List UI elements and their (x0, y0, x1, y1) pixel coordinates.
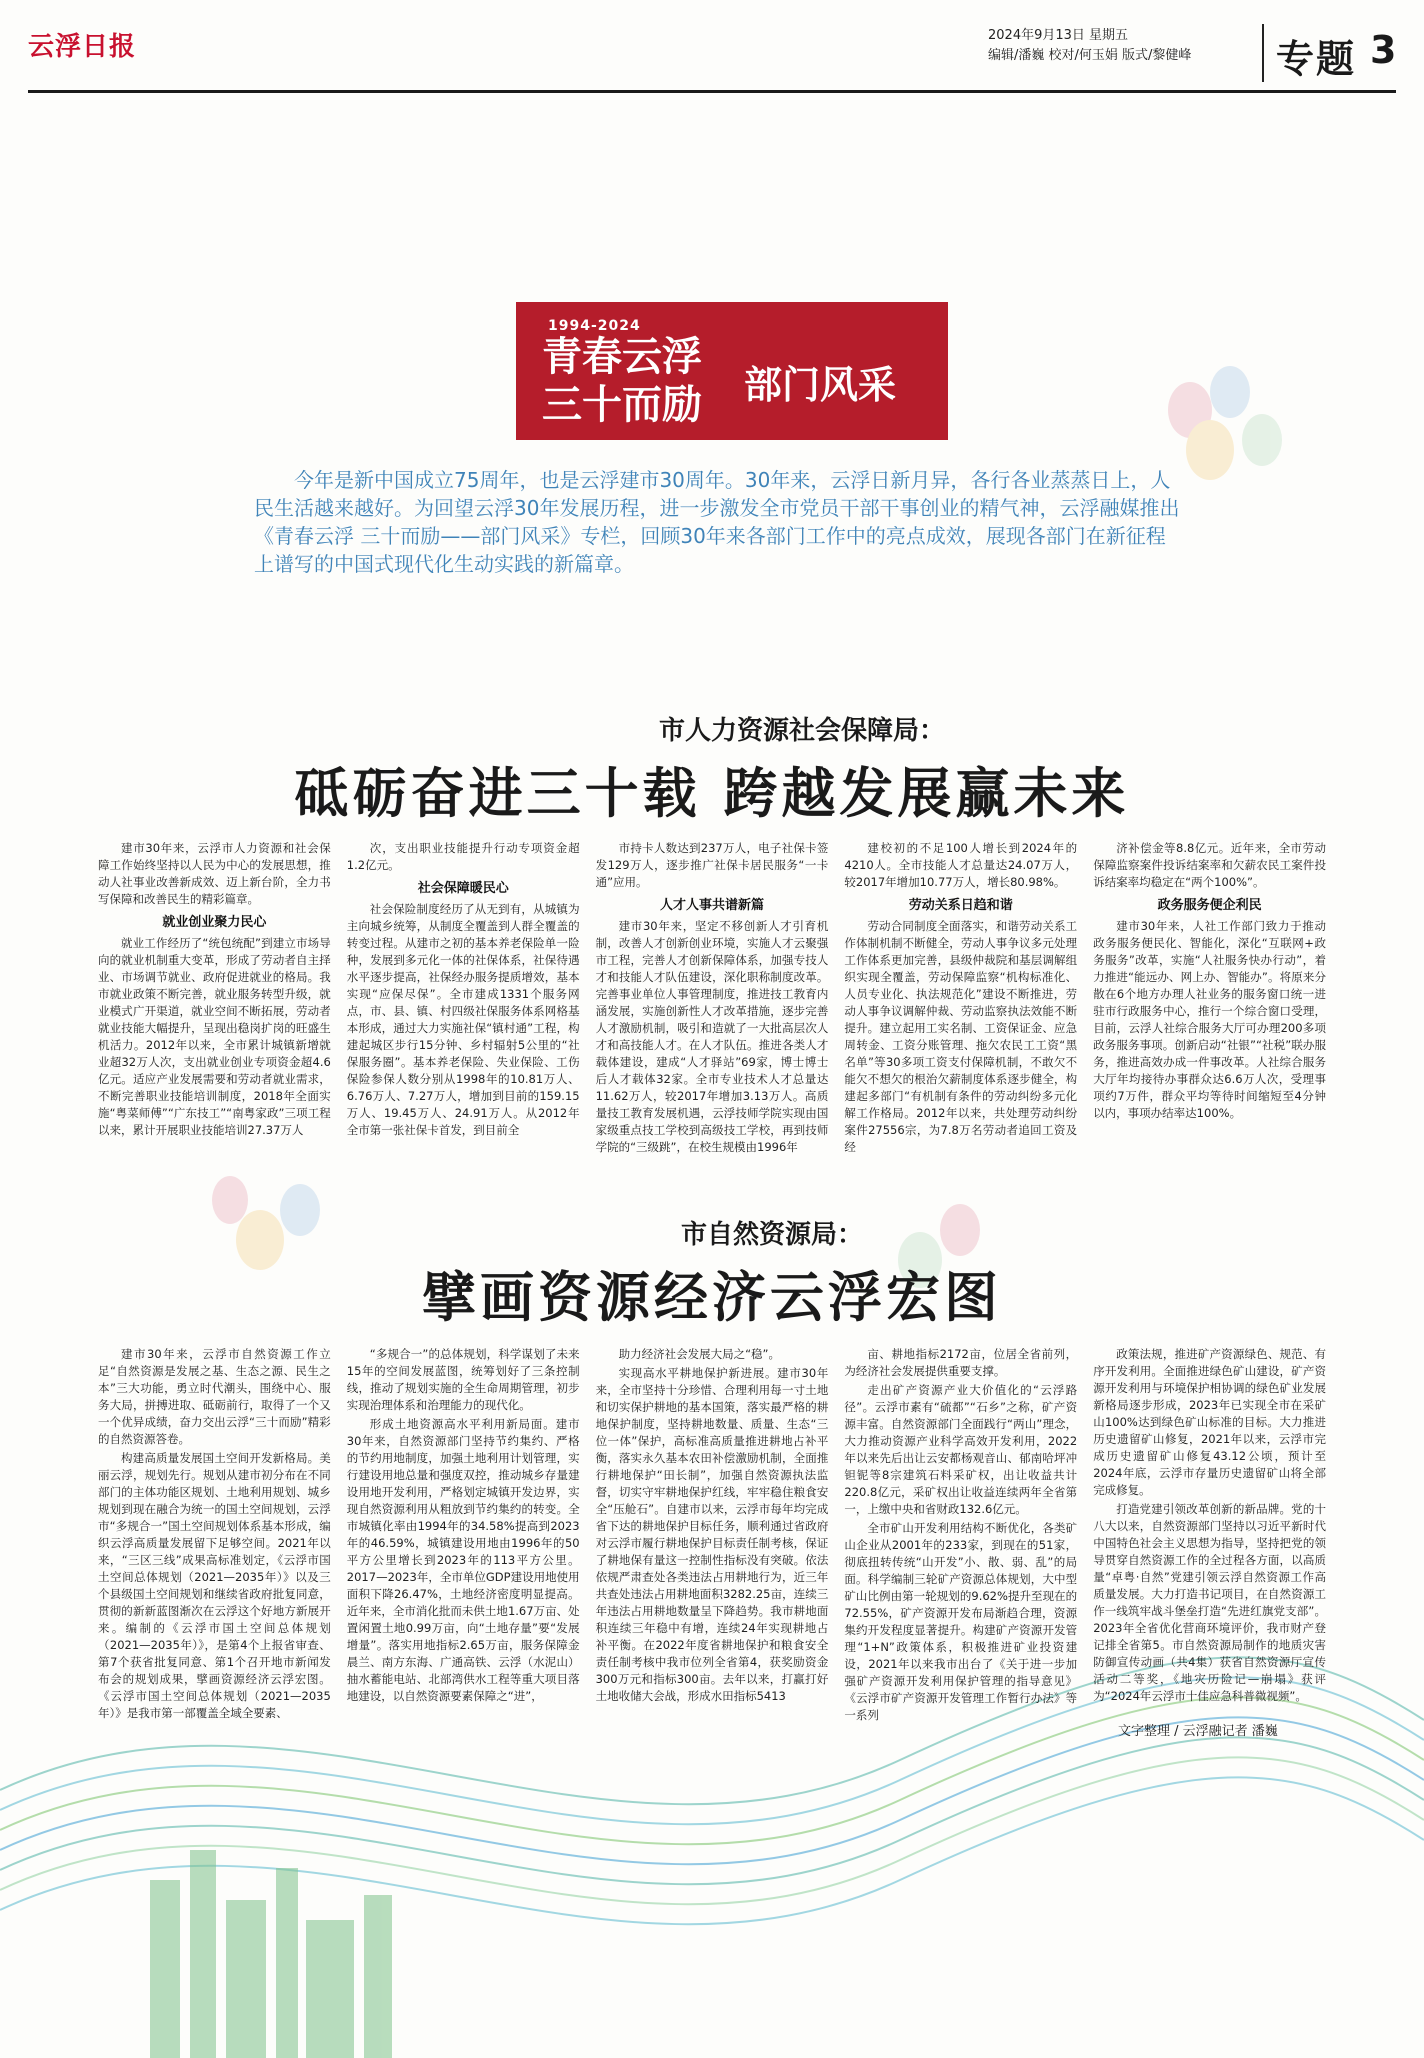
subheading: 就业创业聚力民心 (162, 915, 267, 930)
banner-department: 部门风采 (744, 363, 897, 407)
article2-headline: 擘画资源经济云浮宏图 (422, 1265, 1002, 1329)
subheading: 政务服务便企利民 (1157, 898, 1262, 913)
article1-body (98, 840, 1326, 1180)
section-label: 专题 (1276, 37, 1357, 81)
paragraph: 全市矿山开发利用结构不断优化，各类矿山企业从2001年的233家，到现在的51家，彻底扭转传统“山开发”小、散、弱、乱”的局面。科学编制三轮矿产资源总体规划，大中型矿山比例由第一轮规划的9.62%提升至现在的72.55%，矿产资源开发布局渐趋合理，资源集约开发程度显著提升。构建矿产资源开发管理“1+N”政策体系，积极推进矿业投资建设，2021年以来我市出台了《关于进一步加强矿产资源开发利用保护管理的指导意见》《云浮市矿产资源开发管理工作暂行办法》等一系列 (844, 1521, 1078, 1722)
paragraph: 建市30年来，坚定不移创新人才引育机制，改善人才创新创业环境，实施人才云聚强市工程，完善人才创新保障体系，加强专技人才和技能人才队伍建设，深化职称制度改革。完善事业单位人事管理制度，推进技工教育内涵发展，实施创新性人才改革措施，逐步完善人才激励机制，吸引和造就了一大批高层次人才和高技能人才。在人才队伍。推进各类人才载体建设，建成“人才驿站”69家，博士博士后人才载体32家。全市专业技术人才总量达11.62万人，较2017年增加3.13万人。高质量技工教育发展机遇，云浮技师学院实现由国家级重点技工学校到高级技工学校，再到技师学院的“三级跳”，在校生规模由1996年 (595, 919, 829, 1154)
paragraph: 次，支出职业技能提升行动专项资金超1.2亿元。 (346, 841, 580, 872)
masthead-logo: 云浮日报 (28, 32, 137, 62)
banner-slogan-line1: 青春云浮 (542, 334, 702, 380)
paragraph: 就业工作经历了“统包统配”到建立市场导向的就业机制重大变革，形成了劳动者自主择业、市场调节就业、政府促进就业的格局。我市就业政策不断完善，就业服务转型升级，就业模式广开渠道，就业空间不断拓展，劳动者就业技能大幅提升，呈现出稳岗扩岗的旺盛生机活力。2012年以来，全市累计城镇新增就业超32万人次，支出就业创业专项资金超4.6亿元。适应产业发展需要和劳动者就业需求，不断完善职业技能培训制度，2018年全面实施“粤菜师傅”“广东技工”“南粤家政”三项工程以来，累计开展职业技能培训27.37万人 (98, 936, 331, 1137)
header-rule (28, 90, 1396, 93)
text-column (844, 840, 1077, 1180)
paragraph: 形成土地资源高水平利用新局面。建市30年来，自然资源部门坚持节约集约、严格的节约用地制度，加强土地利用计划管理，实行建设用地总量和强度双控，推动城乡存量建设用地开发利用，严格划定城镇开发边界，实现自然资源利用从粗放到节约集约的转变。全市城镇化率由1994年的34.58%提高到2023年的46.59%，城镇建设用地由1996年的50平方公里增长到2023年的113平方公里。2017—2023年，全市单位GDP建设用地使用面积下降26.47%，土地经济密度明显提高。近年来，全市消化批而未供土地1.67万亩、处置闲置土地0.99万亩，向“土地存量”要“发展增量”。落实用地指标2.65万亩，服务保障金晨兰、南方东海、广通高铁、云浮（水泥山）抽水蓄能电站、北部湾供水工程等重大项目落地建设，以自然资源要素保障之“进”， (346, 1417, 580, 1703)
article1-kicker: 市人力资源社会保障局： (658, 716, 945, 746)
paragraph: 助力经济社会发展大局之“稳”。 (618, 1347, 781, 1361)
column-banner (516, 302, 948, 440)
paragraph: 实现高水平耕地保护新进展。建市30年来，全市坚持十分珍惜、合理利用每一寸土地和切实保护耕地的基本国策，落实最严格的耕地保护制度，坚持耕地数量、质量、生态“三位一体”保护，高标准高质量推进耕地占补平衡，落实永久基本农田补偿激励机制，全面推行耕地保护“田长制”，加强自然资源执法监督，切实守牢耕地保护红线，牢牢稳住粮食安全“压舱石”。自建市以来，云浮市每年均完成省下达的耕地保护目标任务，顺利通过省政府对云浮市履行耕地保护目标责任制考核，保证了耕地保有量这一控制性指标没有突破。依法依规严肃查处各类违法占用耕地行为，近三年共查处违法占用耕地面积3282.25亩，连续三年违法占用耕地数量呈下降趋势。我市耕地面积连续三年稳中有增，连续24年实现耕地占补平衡。在2022年度省耕地保护和粮食安全责任制考核中我市位列全省第4，获奖励资金300万元和指标300亩。去年以来，打赢打好土地收储大会战，形成水田指标5413 (595, 1366, 829, 1703)
banner-years: 1994-2024 (548, 318, 641, 334)
paragraph: 政策法规，推进矿产资源绿色、规范、有序开发利用。全面推进绿色矿山建设，矿产资源开发利用与环境保护相协调的绿色矿业发展新格局逐步形成，2023年已实现全市在采矿山100%达到绿色矿山标准的目标。大力推进历史遗留矿山修复，2021年以来，云浮市完成历史遗留矿山修复43.12公顷，预计至2024年底，云浮市存量历史遗留矿山将全部完成修复。 (1093, 1347, 1326, 1497)
paragraph: 建市30年来，人社工作部门致力于推动政务服务便民化、智能化，深化“互联网+政务服务”改革，实施“人社服务快办行动”，着力推进“能远办、网上办、智能办”。将原来分散在6个地方办理人社业务的服务窗口统一进驻市行政服务中心，推行一个综合窗口受理，目前，云浮人社综合服务大厅可办理200多项政务服务事项。创新启动“社银”“社税”联办服务，推进高效办成一件事改革。人社综合服务大厅年均接待办事群众达6.6万人次，受理事项约7万件，群众平均等待时间缩短至4分钟以内，事项办结率达100%。 (1093, 919, 1326, 1120)
paragraph: 市持卡人数达到237万人，电子社保卡签发129万人，逐步推广社保卡居民服务“一卡通”应用。 (595, 841, 829, 889)
paragraph: 构建高质量发展国土空间开发新格局。美丽云浮，规划先行。规划从建市初分布在不同部门的主体功能区规划、土地利用规划、城乡规划到现在融合为统一的国土空间规划，云浮市“多规合一”国土空间规划体系基本形成，编织云浮高质量发展留下足够空间。2021年以来，“三区三线”成果高标准划定，《云浮市国土空间总体规划（2021—2035年）》以及三个县级国土空间规划和继续省政府批复同意，贯彻的新新蓝图渐次在云浮这个好地方新展开来。编制的《云浮市国土空间总体规划（2021—2035年）》，是第4个上报省审查、第7个获省批复同意、第1个召开地市新闻发布会的规划成果，擘画资源经济云浮宏图。《云浮市国土空间总体规划（2021—2035年）》是我市第一部覆盖全域全要素、 (98, 1451, 331, 1720)
paragraph: 走出矿产资源产业大价值化的“云浮路径”。云浮市素有“硫都”“石乡”之称，矿产资源丰富。自然资源部门全面践行“两山”理念，大力推动资源产业科学高效开发利用，2022年以来先后出让云安都杨观音山、郁南哈坪冲钽铌等8宗建筑石料采矿权，出让收益共计220.8亿元，采矿权出让收益连续两年全省第一，上缴中央和省财政132.6亿元。 (844, 1383, 1078, 1516)
article1-headline: 砥砺奋进三十载 跨越发展赢未来 (294, 761, 1130, 825)
article1-heading (0, 710, 1424, 828)
paragraph: 济补偿金等8.8亿元。近年来，全市劳动保障监察案件投诉结案率和欠薪农民工案件投诉结案率均稳定在“两个100%”。 (1093, 841, 1326, 889)
page-number: 3 (1370, 28, 1397, 72)
paragraph: 建市30年来，云浮市人力资源和社会保障工作始终坚持以人民为中心的发展思想，推动人社事业改善新成效、迈上新台阶，全力书写保障和改善民生的精彩篇章。 (98, 841, 331, 906)
paragraph: 建校初的不足100人增长到2024年的4210人。全市技能人才总量达24.07万人，较2017年增加10.77万人，增长80.98%。 (844, 841, 1078, 889)
intro-paragraph: 今年是新中国成立75周年，也是云浮建市30周年。30年来，云浮日新月异，各行各业蒸蒸日上，人民生活越来越好。为回望云浮30年发展历程，进一步激发全市党员干部干事创业的精气神，云浮融媒推出《青春云浮 三十而励——部门风采》专栏，回顾30年来各部门工作中的亮点成效，展现各部门在新征程上谱写的中国式现代化生动实践的新篇章。 (254, 468, 1180, 576)
subheading: 人才人事共谱新篇 (659, 898, 764, 913)
subheading: 劳动关系日趋和谐 (908, 898, 1013, 913)
paragraph: 亩、耕地指标2172亩，位居全省前列，为经济社会发展提供重要支撑。 (844, 1347, 1078, 1378)
issue-date: 2024年9月13日 星期五 (988, 28, 1129, 43)
text-column (98, 1346, 331, 1720)
editor-credits: 编辑/潘巍 校对/何玉娟 版式/黎健峰 (988, 48, 1192, 63)
header-separator (1262, 24, 1264, 82)
paragraph: 打造党建引领改革创新的新品牌。党的十八大以来，自然资源部门坚持以习近平新时代中国特色社会主义思想为指导，坚持把党的领导贯穿自然资源工作的全过程各方面，以高质量“卓粤·自然”党建引领云浮自然资源工作高质量发展。大力打造书记项目，在自然资源工作一线筑牢战斗堡垒打造“先进红旗党支部”。2023年全省优化营商环境评价，我市财产登记排全省第5。市自然资源局制作的地质灾害防御宣传动画（共4集）获省自然资源厅宣传活动二等奖，《地灾历险记—崩塌》获评为“2024年云浮市十佳应急科普微视频”。 (1093, 1502, 1326, 1703)
city-skyline (150, 1850, 392, 2058)
paragraph: 建市30年来，云浮市自然资源工作立足“自然资源是发展之基、生态之源、民生之本”三大功能，勇立时代潮头，围绕中心、服务大局，拼搏进取、砥砺前行，取得了一个又一个优异成绩，奋力交出云浮“三十而励”精彩的自然资源答卷。 (98, 1347, 331, 1446)
paragraph: 劳动合同制度全面落实，和谐劳动关系工作体制机制不断健全，劳动人事争议多元处理工作体系更加完善，县级仲裁院和基层调解组织实现全覆盖，劳动保障监察“机构标准化、人员专业化、执法规范化”建设不断推进，劳动人事争议调解仲裁、劳动监察执法效能不断提升。建立起用工实名制、工资保证金、应急周转金、工资分账管理、拖欠农民工工资“黑名单”等30多项工资支付保障机制，不敢欠不能欠不想欠的根治欠薪制度体系逐步健全，构建起多部门“有机制有条件的劳动纠纷多元化解工作格局。2012年以来，共处理劳动纠纷案件27556宗，为7.8万名劳动者追回工资及经 (844, 919, 1078, 1154)
text-column (596, 840, 829, 1180)
paragraph: 社会保险制度经历了从无到有，从城镇为主向城乡统筹，从制度全覆盖到人群全覆盖的转变过程。从建市之初的基本养老保险单一险种，发展到多元化一体的社保体系，社保待遇水平逐步提高，社保经办服务提质增效，基本实现“应保尽保”。全市建成1331个服务网点，市、县、镇、村四级社保服务体系网格基本形成，通过大力实施社保“镇村通”工程，构建起城区步行15分钟、乡村辐射5公里的“社保服务圈”。基本养老保险、失业保险、工伤保险参保人数分别从1998年的10.81万人、6.76万人、7.27万人，增加到目前的159.15万人、19.45万人、24.91万人。从2012年全市第一张社保卡首发，到目前全 (346, 902, 580, 1137)
text-column (844, 1346, 1078, 1722)
text-column (98, 840, 331, 1180)
text-column (347, 840, 580, 1180)
article2-heading (0, 1214, 1424, 1332)
text-column (347, 1346, 580, 1706)
text-column (596, 1346, 829, 1706)
banner-slogan-line2: 三十而励 (542, 382, 702, 428)
article-credit: 文字整理 / 云浮融记者 潘巍 (1118, 1724, 1278, 1739)
article2-kicker: 市自然资源局： (680, 1220, 863, 1250)
text-column (1093, 840, 1326, 1180)
paragraph: “多规合一”的总体规划，科学谋划了未来15年的空间发展蓝图，统筹划好了三条控制线，推动了规划实施的全生命周期管理，初步实现治理体系和治理能力的现代化。 (346, 1347, 580, 1412)
article2-body (98, 1346, 1326, 1722)
text-column (1093, 1346, 1326, 1706)
header-meta (988, 26, 1258, 66)
subheading: 社会保障暖民心 (417, 881, 509, 896)
